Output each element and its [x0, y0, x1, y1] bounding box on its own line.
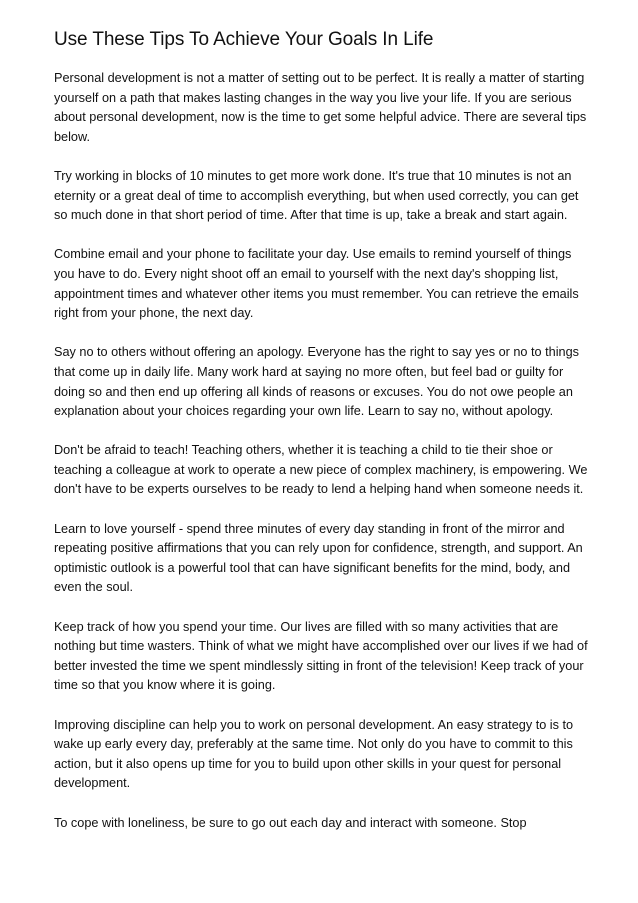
paragraph: Improving discipline can help you to work on personal development. An easy strategy to is to wake up early every day, preferably at the same time. Not only do you have to commit to this action, but it also opens up time for you to build upon other skills in your quest for personal development.: [54, 717, 574, 791]
paragraph: Learn to love yourself - spend three minutes of every day standing in front of the mirror and repeating positive affirmations that you can rely upon for confidence, strength, and support. An optimistic outlook is a powerful tool that can have significant benefits for the mind, body, and even the soul.: [54, 521, 583, 595]
document-title: Use These Tips To Achieve Your Goals In Life: [54, 29, 434, 50]
paragraph: Say no to others without offering an apology. Everyone has the right to say yes or no to things that come up in daily life. Many work hard at saying no more often, but feel bad or guilty for doing so and then end up offering all kinds of reasons or excuses. You do not owe people an explanation about your choices regarding your own life. Learn to say no, without apology.: [54, 345, 579, 419]
paragraph: Personal development is not a matter of setting out to be perfect. It is really a matter of starting yourself on a path that makes lasting changes in the way you live your life. If you are serious about personal development, now is the time to get some helpful advice. There are several tips below.: [54, 71, 587, 144]
paragraph: Don't be afraid to teach! Teaching others, whether it is teaching a child to tie their shoe or teaching a colleague at work to operate a new piece of complex machinery, is empowering. We don't have to be experts ourselves to be ready to lend a helping hand when someone needs it.: [54, 443, 588, 497]
paragraph: Combine email and your phone to facilitate your day. Use emails to remind yourself of things you have to do. Every night shoot off an email to yourself with the next day's shopping list, appointment times and whatever other items you must remember. You can retrieve the emails right from your phone, the next day.: [54, 247, 579, 321]
paragraph: Try working in blocks of 10 minutes to get more work done. It's true that 10 minutes is not an eternity or a great deal of time to accomplish everything, but when used correctly, you can get so much done in that short period of time. After that time is up, take a break and start again.: [54, 168, 579, 223]
paragraph: To cope with loneliness, be sure to go out each day and interact with someone. Stop: [54, 815, 527, 830]
document-body: [54, 69, 594, 833]
paragraph: Keep track of how you spend your time. Our lives are filled with so many activities that are nothing but time wasters. Think of what we might have accomplished over our lives if we had of better invested the time we spent mindlessly sitting in front of the television! Keep track of your time so that you know where it is going.: [54, 619, 588, 693]
